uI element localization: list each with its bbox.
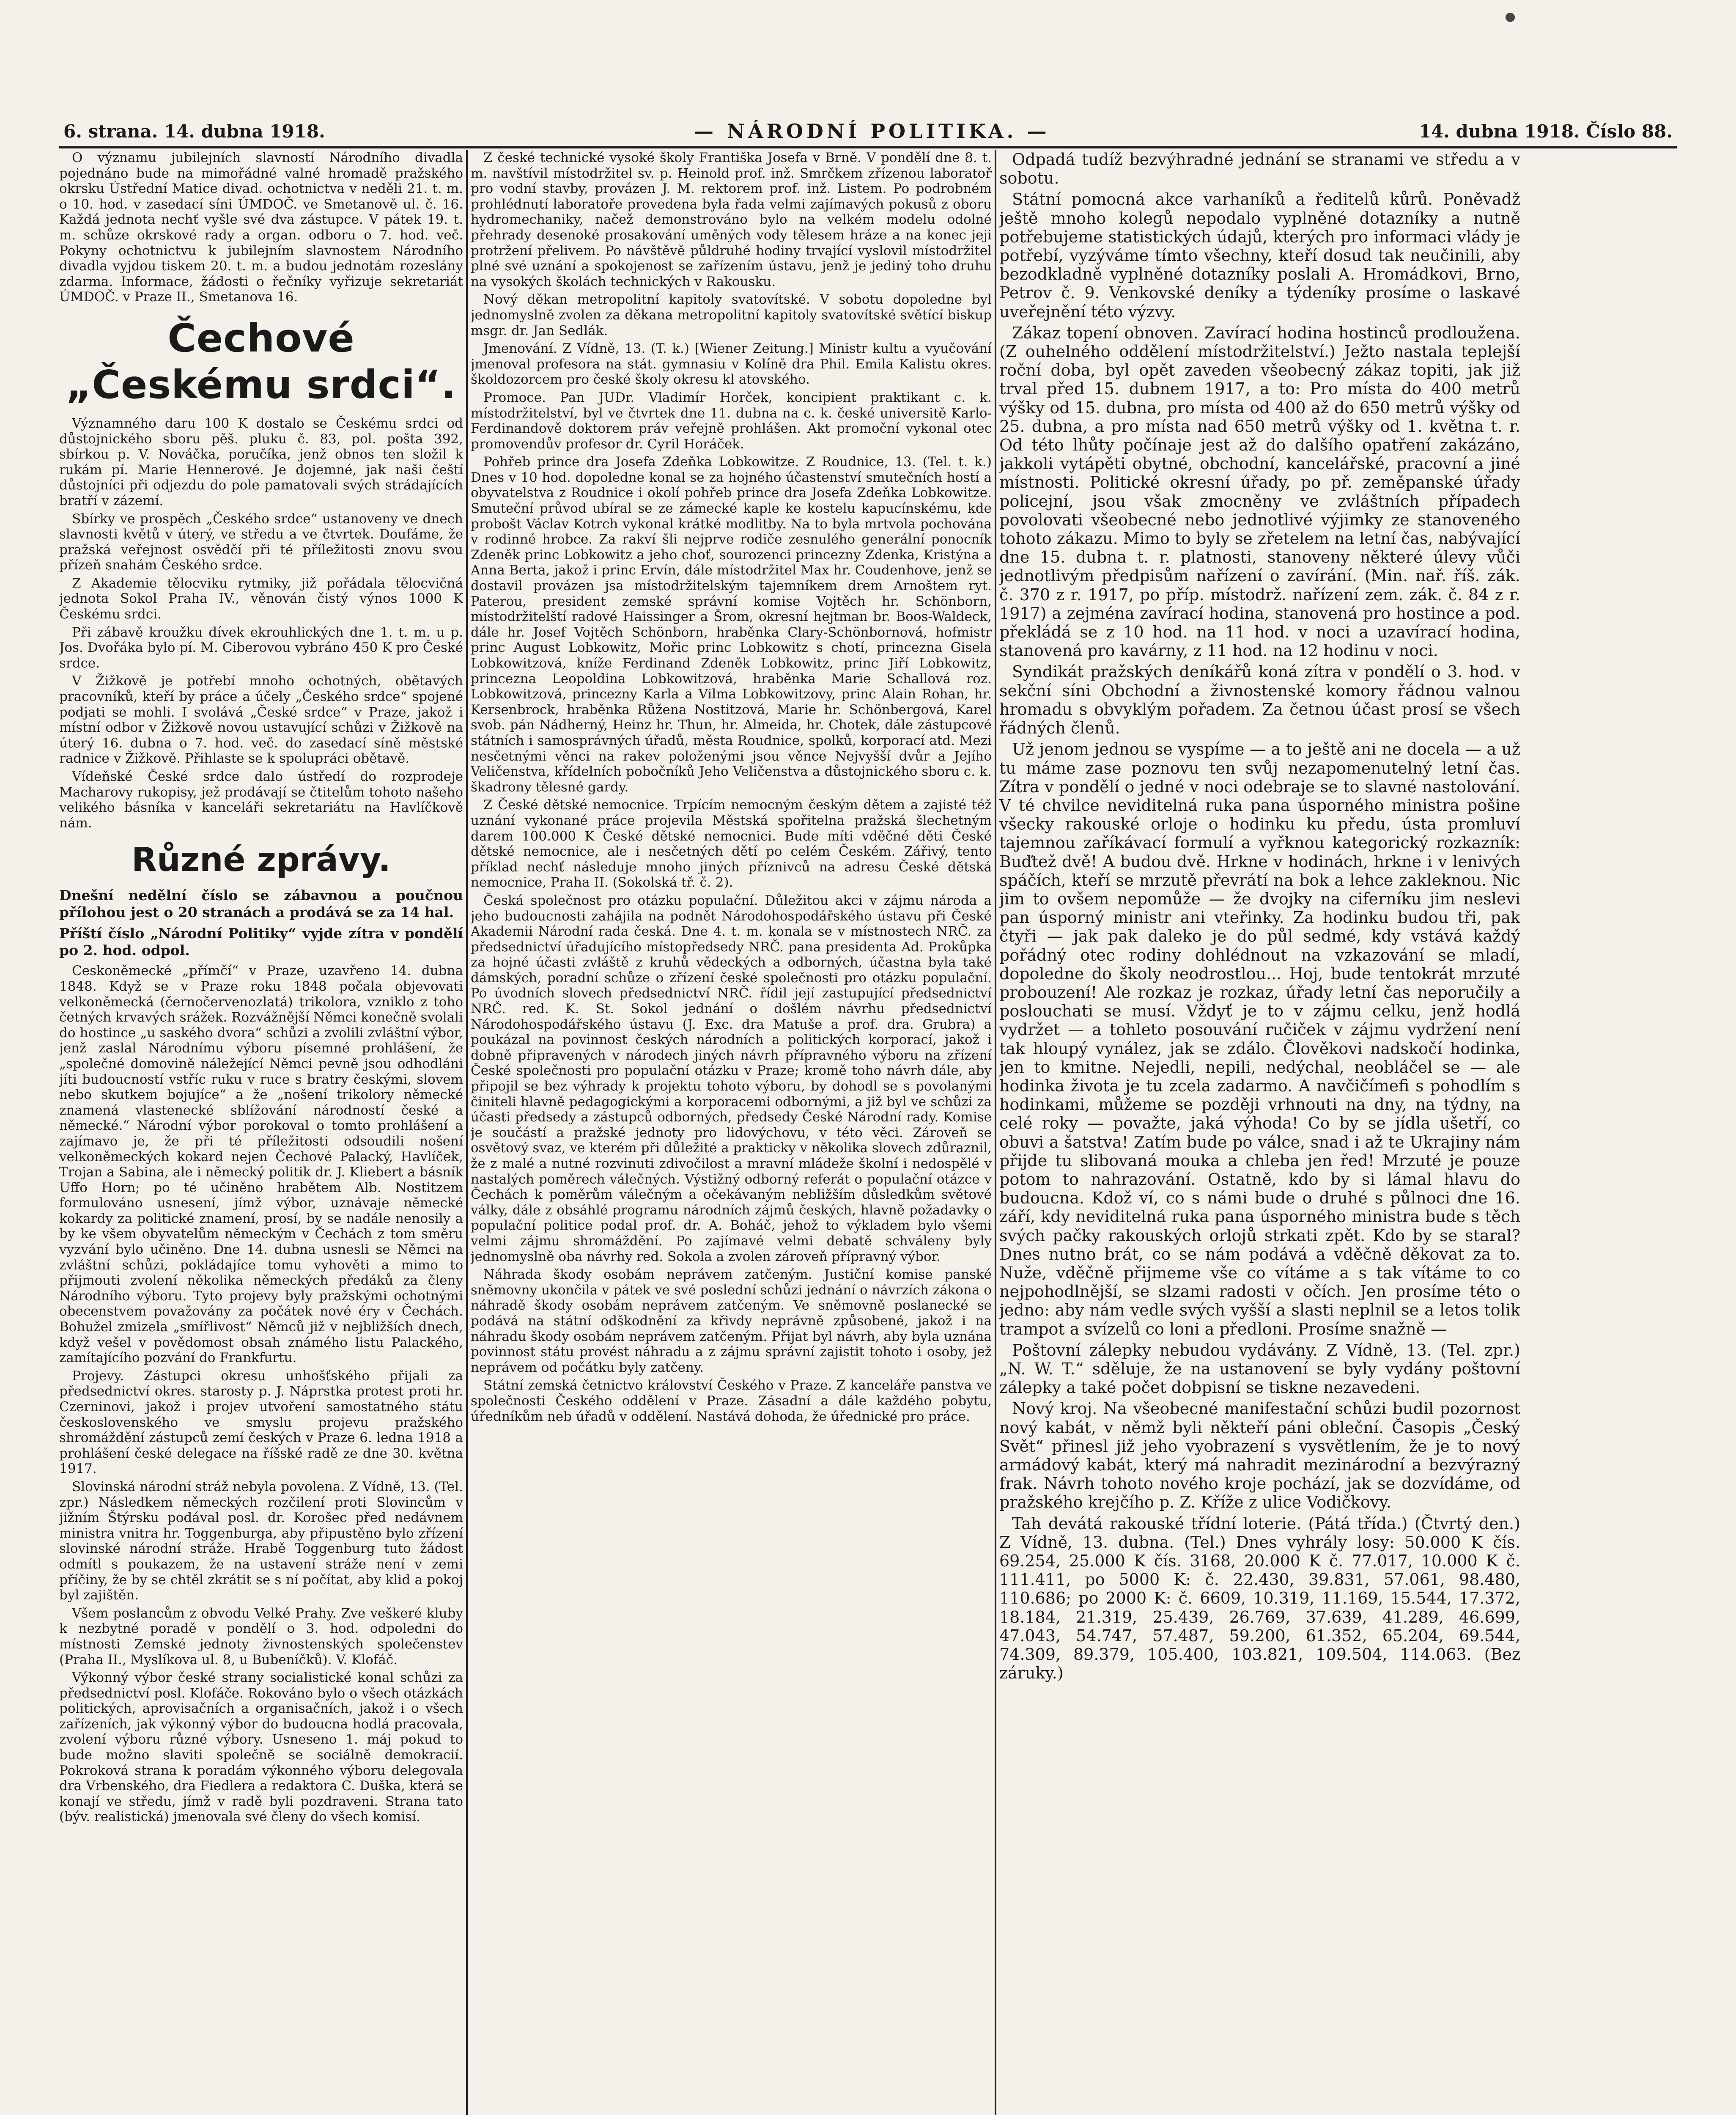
article-zakaz-topeni: Zákaz topení obnoven. Zavírací hodina hostinců prodloužena. (Z ouhelného oddělení místodržitelství.) Ježto nastala teplejší roční doba, byl opět zaveden všeobecný zákaz topiti, jak již trval před 15. dubnem 1917, a to: Pro místa do 400 metrů výšky od 15. dubna, pro místa od 400 až do 650 metrů výšky od 25. dubna, a pro místa nad 650 metrů výšky od 1. května t. r. Od této lhůty počínaje jest až do dalšího opatření zakázáno, jakkoli vytápěti obytné, obchodní, kancelářské, pracovní a jiné místnosti. Politické okresní úřady, po př. zeměpanské úřady policejní, jsou však zmocněny ve zvláštních případech povolovati všeobecné nebo jednotlivé výjimky ze stanoveného tohoto zákazu. Mimo to byly se zřetelem na letní čas, nabývající dne 15. dubna t. r. platnosti, stanoveny některé úlevy vůči jednotlivým předpisům nařízení o zavírání. (Min. nař. říš. zák. č. 370 z r. 1917, po příp. místodrž. nařízení zem. zák. č. 84 z r. 1917) a zejména zavírací hodina, stanovená pro hostince a pod. překládá se z 10 hod. na 11 hod. v noci a uzavírací hodina, stanovená pro kavárny, z 11 hod. na 12 hodinu v noci. bbox=[999, 323, 1520, 660]
column-rule bbox=[466, 150, 468, 2115]
header-left: 6. strana. 14. dubna 1918. bbox=[63, 121, 325, 142]
column-3 bbox=[999, 150, 1520, 2115]
article-nahrada-skody: Náhrada škody osobám neprávem zatčeným. Justiční komise panské sněmovny ukončila v pátek ve své poslední schůzi jednání o návrzích zákona o náhradě škody osobám neprávem zatčeným. Ve sněmovně poslanecké se podává na státní odškodnění za křivdy neprávně způsobené, jakož i na náhradu škody osobám neprávem zatčeným. Přijat byl návrh, aby byla uznána povinnost státu provést náhradu a z zájmu správní zajistit tohoto i osoby, jež neprávem od počátku byly zatčeny. bbox=[471, 1267, 992, 1375]
notice-nedelni-cislo: Dnešní nedělní číslo se zábavnou a poučnou přílohou jest o 20 stranách a prodává se za 14 hal. bbox=[59, 887, 463, 921]
article-slovinska-straz: Slovinská národní stráž nebyla povolena. Z Vídně, 13. (Tel. zpr.) Následkem německých rozčilení proti Slovincům v jižním Štýrsku podával posl. dr. Korošec před nedávnem ministra vnitra hr. Toggenburga, aby připustěno bylo zřízení slovinské národní stráže. Hrabě Toggenburg tuto žádost odmítl s poukazem, že na ustavení stráže není v zemi příčiny, že by se chtěl zkrátit se s ní počítat, aby klid a pokoj byl zajištěn. bbox=[59, 1479, 463, 1603]
article-postovni-zalepky: Poštovní zálepky nebudou vydávány. Z Vídně, 13. (Tel. zpr.) „N. W. T.“ sděluje, že na ustanovení se byly vydány poštovní zálepky a také počet dobpisní se tiskne nezavedeni. bbox=[999, 1340, 1520, 1397]
article-sbirky: Sbírky ve prospěch „Českého srdce“ ustanoveny ve dnech slavnosti květů v úterý, ve středu a ve čtvrtek. Doufáme, že pražská veřejnost osvědčí při té příležitosti znovu svou přízeň snahám Českého srdce. bbox=[59, 511, 463, 573]
article-national-theatre: O významu jubilejních slavností Národního divadla pojednáno bude na mimořádné valné hromadě pražského okrsku Ústřední Matice divad. ochotnictva v neděli 21. t. m. o 10. hod. v zasedací síni ÚMDOČ. ve Smetanově ul. č. 16. Každá jednota nechť vyšle své dva zástupce. V pátek 19. t. m. schůze okrskové rady a organ. odboru o 7. hod. več. Pokyny ochotnictvu k jubilejním slavnostem Národního divadla vyjdou tiskem 20. t. m. a budou jednotám rozeslány zdarma. Informace, žádosti o řečníky vyřizuje sekretariát ÚMDOČ. v Praze II., Smetanova 16. bbox=[59, 150, 463, 305]
column-2 bbox=[471, 150, 992, 2115]
article-promoce: Promoce. Pan JUDr. Vladimír Horček, koncipient praktikant c. k. místodržitelství, byl ve čtvrtek dne 11. dubna na c. k. české universitě Karlo-Ferdinandově doktorem práv veřejně prohlášen. Akt promoční vykonal otec promovendův profesor dr. Cyril Horáček. bbox=[471, 390, 992, 452]
header-right: 14. dubna 1918. Číslo 88. bbox=[1418, 121, 1673, 142]
section-heading-ruzne-zpravy: Různé zprávy. bbox=[131, 841, 391, 879]
article-poslanci-praha: Všem poslancům z obvodu Velké Prahy. Zve veškeré kluby k nezbytné poradě v pondělí o 3. hod. odpoledni do místnosti Zemské jednoty živnostenských společenstev (Praha II., Myslíkova ul. 8, u Bubeníčků). V. Klofáč. bbox=[59, 1605, 463, 1667]
article-cetnictvo: Státní zemská četnictvo království Českého v Praze. Z kanceláře panstva ve společnosti Českého oddělení v Praze. Zásadní a dále každého pobytu, úředníkům neb úřadů v oddělení. Nastává dohoda, že úřednické pro práce. bbox=[471, 1378, 992, 1424]
header-rule bbox=[59, 146, 1677, 148]
article-vykonny-vybor: Výkonný výbor české strany socialistické konal schůzi za předsednictví posl. Klofáče. Rokováno bylo o všech otázkách politických, aprovisačních a organisačních, jakož i o všech zařízeních, jak výkonný výbor do budoucna hodlá pracovala, zvolení výboru různé výbory. Usneseno 1. máj pokud to bude možno slaviti společně se sociálně demokracií. Pokroková strana k poradám výkonného výboru delegovala dra Vrbenského, dra Fiedlera a redaktora C. Duška, která se konají ve středu, jímž v radě byli pozdraveni. Strana tato (býv. realistická) jmenovala své členy do všech komisí. bbox=[59, 1670, 463, 1825]
columns bbox=[59, 150, 1679, 2115]
article-odpada: Odpadá tudíž bezvýhradné jednání se stranami ve středu a v sobotu. bbox=[999, 150, 1520, 188]
article-syndikat: Syndikát pražských deníkářů koná zítra v pondělí o 3. hod. v sekční síni Obchodní a živnostenské komory řádnou valnou hromadu s obvyklým pořadem. Za četnou účast prosí se všech řádných členů. bbox=[999, 662, 1520, 738]
article-technika-brno: Z české technické vysoké školy Františka Josefa v Brně. V pondělí dne 8. t. m. navštívil místodržitel sv. p. Heinold prof. inž. Smrčkem zřízenou laboratoř pro vodní stavby, provázen J. M. rektorem prof. inž. Listem. Po podrobném prohlédnutí laboratoře provedena byla řada velmi zajímavých pokusů z oboru hydromechaniky, načež demonstrováno bylo na velkém modelu odolné přehrady desenoké prosakování uměných vody tělesem hráze a na konec jeji protržení přelivem. Po návštěvě půldruhé hodiny trvající vyslovil místodržitel plné své uznání a spokojenost se zařízením ústavu, jenž je jediný toho druhu na vysokých školách technických v Rakousku. bbox=[471, 150, 992, 289]
article-projevy: Projevy. Zástupci okresu unhošťského přijali za předsednictví okres. starosty p. J. Náprstka protest proti hr. Czerninovi, jakož i projev utvoření samostatného státu československého ve smyslu projevu pražského shromáždění zástupců zemí českých v Praze 6. ledna 1918 a prohlášení české delegace na říšské radě ze dne 30. května 1917. bbox=[59, 1368, 463, 1477]
page-header bbox=[63, 116, 1673, 146]
article-novy-kroj: Nový kroj. Na všeobecné manifestační schůzi budil pozornost nový kabát, v němž byli někteří páni obleční. Časopis „Český Svět“ přinesl již jeho vyobrazení s vysvětlením, že je to nový armádový kabát, který má nahradit mezinárodní a bezvýrazný frak. Návrh tohoto nového kroje pochází, jak se dozvídáme, od pražského krejčího p. Z. Kříže z ulice Vodičkovy. bbox=[999, 1399, 1520, 1512]
article-populacni-spolecnost: Česká společnost pro otázku populační. Důležitou akci v zájmu národa a jeho budoucnosti zahájila na podnět Národohospodářského ústavu při České Akademii Národní rada česká. Dne 4. t. m. konala se v místnostech NRČ. za předsednictví úřadujícího místopředsedy NRČ. pana presidenta Ad. Prokůpka za hojné účasti zvláště z kruhů vědeckých a odborných, účastna byla také dámských, poradní schůze o zřízení české společnosti pro otázku populační. Po úvodních slovech předsednictví NRČ. řídil její zastupující předsednictví NRČ. red. K. St. Sokol jednání o došlém návrhu předsednictví Národohospodářského ústavu (J. Exc. dra Matuše a prof. dra. Grubra) a poukázal na povinnost českých národních a politických korporací, jakož i dobně připravených v národech jiných návrh přípravného výboru na zřízení České společnosti pro populační otázku v Praze; kromě toho návrh dále, aby připojil se bez výhrady k projektu tohoto výboru, by dohodl se s povolanými činiteli hlavně pedagogickými a korporacemi odbornými, a již byl ve schůzi za účasti předsedy a zástupců odborných, předsedy České Národní rady. Komise je součástí a pražské jednoty pro lidovýchovu, v této věci. Zároveň se osvětový svaz, ve kterém při důležité a prakticky v několika slovech zdůraznil, že z malé a nutné rozvinuti zdivočilost a mravní mládeže školní i nedospělé v nastalých poměrech válečných. Výstižný odborný referát o populační otázce v Čechách k poměrům válečným a očekávaným nebližším důsledkům světové války, dále z obsáhlé programu národních zájmů českých, hlavně požadavky o populační politice podal prof. dr. A. Boháč, jehož to výkladem bylo všemi velmi zájmu shromáždění. Po zajímavé velmi debatě schváleny byly jednomyslně oba návrhy red. Sokola a zvolen zároveň přípravný výbor. bbox=[471, 893, 992, 1264]
article-jmenovani: Jmenování. Z Vídně, 13. (T. k.) [Wiener Zeitung.] Ministr kultu a vyučování jmenoval profesora na stát. gymnasiu v Kolíně dra Phil. Emila Kalistu okres. školdozorcem pro české školy okresu kl atovského. bbox=[471, 341, 992, 387]
article-novy-dekan: Nový děkan metropolitní kapitoly svatovítské. V sobotu dopoledne byl jednomyslně zvolen za děkana metropolitní kapitoly svatovítské světící biskup msgr. dr. Jan Sedlák. bbox=[471, 292, 992, 338]
article-videnske: Vídeňské České srdce dalo ústředí do rozprodeje Macharovy rukopisy, jež prodávají se čtitelům tohoto našeho velikého básníka v kanceláři sekretariátu na Havlíčkově nám. bbox=[59, 769, 463, 831]
page-blemish bbox=[1506, 13, 1515, 22]
column-rule bbox=[995, 150, 996, 2115]
section-heading-ceske-srdce: Čechové „Českému srdci“. bbox=[66, 315, 457, 407]
article-loterie: Tah devátá rakouské třídní loterie. (Pátá třída.) (Čtvrtý den.) Z Vídně, 13. dubna. (Tel.) Dnes vyhrály losy: 50.000 K čís. 69.254, 25.000 K čís. 3168, 20.000 K č. 77.017, 10.000 K č. 111.411, po 5000 K: č. 22.430, 39.831, 57.061, 98.480, 110.686; po 2000 K: č. 6609, 10.319, 11.169, 15.544, 17.372, 18.184, 21.319, 25.439, 26.769, 37.639, 41.289, 46.699, 47.043, 54.747, 57.487, 59.200, 61.352, 65.204, 69.544, 74.309, 89.379, 105.400, 103.821, 109.504, 114.063. (Bez záruky.) bbox=[999, 1514, 1520, 1683]
article-letni-cas: Už jenom jednou se vyspíme — a to ještě ani ne docela — a už tu máme zase poznovu ten svůj nezapomenutelný letní čas. Zítra v pondělí o jedné v noci odebraje se to slavné nastolování. V té chvilce neviditelná ruka pana úsporného ministra pošine všecky rakouské orloje o hodinku ku předu, ústa promluví tajemnou zaříkávací formulí a vyřknou kategorický rozkazník: Buďtež dvě! A budou dvě. Hrkne v hodinách, hrkne i v lenivých spáčích, kteří se mrzutě převrátí na bok a lehce zakleknou. Nic jim to ovšem nepomůže — že dvojky na ciferníku jim neslevi pan úsporný ministr ani vteřinky. Za hodinku budou tři, pak čtyři — jak pak daleko je do půl sedmé, kdy vstává každý pořádný otec rodiny dohlédnout na vzkazování se mladí, dopoledne do školy neodrostlou... Hoj, bude tentokrát mrzuté probouzení! Ale rozkaz je rozkaz, úřady letní čas neporučily a poslouchati se musí. Vždyť je to v zájmu celku, jenž hodlá vydržet — a tohleto posouvání ručiček v zájmu vydržení není tak hloupý vynález, jak se zdálo. Člověkovi nadskočí hodinka, jen to kmitne. Nejedli, nepili, nedýchal, neobláčel se — ale hodinka života je tu zcela zadarmo. A navčičímefi s pohodlím s hodinkami, můžeme se později vrhnouti na dny, na týdny, na celé roky — považte, jaká výhoda! Co by se jídla ušetří, co obuvi a šatstva! Zatím bude po válce, snad i až te Ukrajiny nám přijde tu slibovaná mouka a chleba jen řed! Mrzuté je pouze potom to nahrazování. Ostatně, kdo by si lámal hlavu do budoucna. Kdož ví, co s námi bude o druhé s půlnoci dne 16. září, kdy neviditelná ruka pana úsporného ministra bude s těch svých pačky rakouských orlojů strkati zpět. Kdo by se staral? Dnes nutno brát, co se nám podává a vděčně děkovat za to. Nuže, vděčně přijmeme vše co vítáme a s tak vítáme to co nejpohodlnější, se slzami radosti v očích. Jen prosíme této o jedno: aby nám vedle svých vyšší a slasti neplnil se a letos tolik trampot a svízelů co loni a předloni. Prosíme snažně — bbox=[999, 740, 1520, 1338]
article-dar: Významného daru 100 K dostalo se Českému srdci od důstojnického sboru pěš. pluku č. 83, pol. pošta 392, sbírkou p. V. Nováčka, poručíka, jenž obnos ten složil k rukám pí. Marie Hennerové. Je dojemné, jak naši čeští důstojníci při odjezdu do pole pamatovali svých strádajících bratří v zázemí. bbox=[59, 415, 463, 508]
article-akademie: Z Akademie tělocviku rytmiky, již pořádala tělocvičná jednota Sokol Praha IV., věnován čistý výnos 1000 K Českému srdci. bbox=[59, 575, 463, 622]
article-varhanici: Státní pomocná akce varhaníků a ředitelů kůrů. Poněvadž ještě mnoho kolegů nepodalo vyplněné dotazníky a nutně potřebujeme statistických údajů, kterých pro informaci vlády je potřebí, vyzýváme tímto všechny, kteří dosud tak neučinili, aby bezodkladně vyplněné dotazníky poslali A. Hromádkovi, Brno, Petrov č. 9. Venkovské deníky a týdeníky prosíme o laskavé uveřejnění této výzvy. bbox=[999, 190, 1520, 321]
column-1 bbox=[59, 150, 463, 2115]
notice-pristi-cislo: Příští číslo „Národní Politiky“ vyjde zítra v pondělí po 2. hod. odpol. bbox=[59, 925, 463, 959]
article-zizkov: V Žižkově je potřebí mnoho ochotných, obětavých pracovníků, kteří by práce a účely „Českého srdce“ spojené podjati se mohli. I svolává „České srdce“ v Praze, jakož i místní odbor v Žižkově novou ustavující schůzi v Žižkově na úterý 16. dubna o 7. hod. več. do zasedací síně městské radnice v Žižkově. Přihlaste se k spolupráci obětavě. bbox=[59, 673, 463, 766]
article-pohreb-lobkowitz: Pohřeb prince dra Josefa Zdeňka Lobkowitze. Z Roudnice, 13. (Tel. t. k.) Dnes v 10 hod. dopoledne konal se za hojného účastenství smutečních hostí a obyvatelstva z Roudnice i okolí pohřeb prince dra Josefa Zdeňka Lobkowitze. Smuteční průvod ubíral se ze zámecké kaple ke kostelu kapucínskému, kde probošt Václav Kotrch vykonal krátké modlitby. Na to byla mrtvola pochována v rodinné hrobce. Za rakví šli nejprve rodiče zesnulého generální ponocník Zdeněk princ Lobkowitz a jeho choť, sourozenci princezny Zdenka, Kristýna a Anna Berta, jakož i princ Ervín, dále místodržitel Max hr. Coudenhove, jenž se dostavil provázen jsa místodržitelským tajemníkem drem Arnoštem ryt. Paterou, president zemské správní komise Vojtěch hr. Schönborn, místodržitelští radové Haissinger a Šrom, okresní hejtman br. Boos-Waldeck, dále hr. Josef Vojtěch Schönborn, hraběnka Clary-Schönbornová, hofmistr princ August Lobkowitz, Mořic princ Lobkowitz s chotí, princezna Gisela Lobkowitzová, kníže Ferdinand Zdeněk Lobkowitz, princ Jiří Lobkowitz, princezna Leopoldina Lobkowitzová, hraběnka Marie Schallová roz. Lobkowitzová, princezny Karla a Vilma Lobkowitzovy, princ Alain Rohan, hr. Kersenbrock, hraběnka Růžena Nostitzová, Marie hr. Schönbergová, Karel svob. pán Nádherný, Heinz hr. Thun, hr. Almeida, hr. Chotek, dále zástupcové státních i samosprávných úřadů, města Roudnice, spolků, korporací atd. Mezi nesčetnými věnci na rakev položenými jsou věnce Nejvyšší dvůr a Jejího Veličenstva, křídelních pobočníků Jeho Veličenstva a důstojnického sboru c. k. škadrony tělesné gardy. bbox=[471, 454, 992, 795]
article-detska-nemocnice: Z České dětské nemocnice. Trpícím nemocným českým dětem a zajisté též uznání vykonané práce projevila Městská spořitelna pražská šlechetným darem 100.000 K České dětské nemocnici. Bude míti vděčné děti České dětské nemocnice, ale i nesčetných dětí po celém Českém. Zářivý, tento příklad nechť následuje mnoho jiných příznivců na adresu České dětská nemocnice, Praha II. (Sokolská tř. č. 2). bbox=[471, 797, 992, 890]
header-title: — NÁRODNÍ POLITIKA. — bbox=[694, 120, 1050, 143]
article-primci: Ceskoněmecké „přímčí“ v Praze, uzavřeno 14. dubna 1848. Když se v Praze roku 1848 počala objevovati velkoněmecká (černočervenozlatá) trikolora, vzniklo z toho četných krvavých srážek. Rozvážnější Němci konečně svolali do hostince „u saského dvora“ schůzi a zvolili zvláštní výbor, jenž zaslal Národnímu výboru písemné prohlášení, že „společné domovině náležející Němci pevně jsou odhodláni jíti budoucností vstříc ruku v ruce s bratry českými, slovem nebo skutkem bojujíce“ a že „nošení trikolory německé znamená vlastenecké sblížování národností české a německé.“ Národní výbor porokoval o tomto prohlášení a zajímavo je, že při té příležitosti odsoudili nošení velkoněmeckých kokard nejen Čechové Palacký, Havlíček, Trojan a Sabina, ale i německý politik dr. J. Kliebert a básník Uffo Horn; po té učiněno hrabětem Alb. Nostitzem formulováno usnesení, jímž výbor, uznávaje německé kokardy za politické znamení, prosí, by se nadále nenosily a by ke všem obyvatelům německým v Čechách z tom směru vyzvání bylo učiněno. Dne 14. dubna usnesli se Němci na zvláštní schůzi, pokládajíce tomu vyhověti a mimo to přijmouti zvolení několika německých předáků za členy Národního výboru. Tyto projevy byly pražskými ochotnými obecenstvem považovány za počátek nové éry v Čechách. Bohužel zmizela „smířlivost“ Němců již v nejbližších dnech, když vešel v povědomost obsah známého listu Palackého, zamítajícího pozvání do Frankfurtu. bbox=[59, 963, 463, 1366]
article-zabava: Při zábavě kroužku dívek ekrouhlických dne 1. t. m. u p. Jos. Dvořáka bylo pí. M. Ciberovou vybráno 450 K pro České srdce. bbox=[59, 624, 463, 671]
